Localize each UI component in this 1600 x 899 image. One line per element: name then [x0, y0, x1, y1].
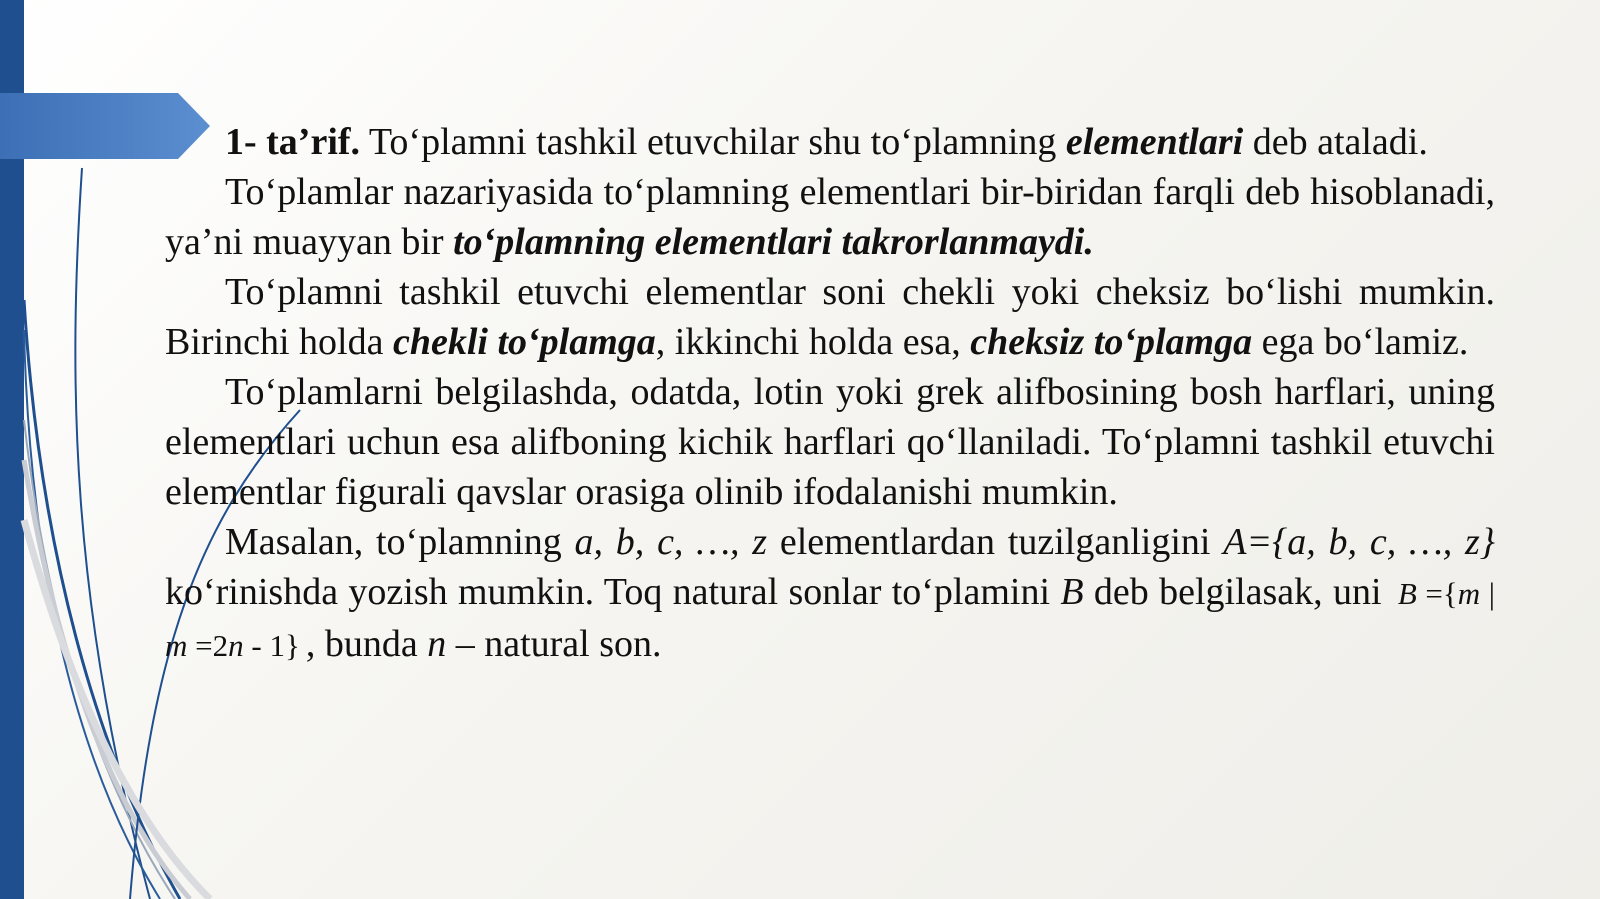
formula-part: | — [1480, 576, 1495, 611]
formula-part: B — [1397, 576, 1417, 611]
text-span: – natural son. — [446, 623, 662, 665]
paragraph-distinct — [165, 167, 1495, 267]
term-elements: elementlari — [1065, 121, 1244, 163]
paragraph-definition — [165, 117, 1495, 167]
definition-title: 1- ta’rif. — [225, 121, 361, 163]
text-span: To‘plamni tashkil etuvchi elementlar soni chekli yoki cheksiz bo‘lishi mumkin. Birinchi holda — [165, 271, 1495, 363]
formula-part: ={ — [1416, 576, 1458, 611]
text-span: , ikkinchi holda esa, — [655, 321, 971, 363]
slide-text — [165, 117, 1495, 671]
text-span: Masalan, to‘plamning — [225, 521, 575, 563]
paragraph-finite-infinite — [165, 267, 1495, 367]
set-b-symbol: B — [1060, 571, 1084, 613]
term-finite-set: chekli to‘plamga — [392, 321, 656, 363]
text-span: elementlardan tuzilganligini — [767, 521, 1224, 563]
formula-part: - 1} — [243, 628, 300, 663]
formula-part: m — [165, 628, 188, 663]
text-span: To‘plamni tashkil etuvchilar shu to‘plamning — [360, 121, 1066, 163]
text-span: deb ataladi. — [1243, 121, 1428, 163]
text-span: To‘plamlar nazariyasida to‘plamning elementlari bir-biridan farqli deb hisoblanadi, ya’ni muayyan bir — [165, 171, 1495, 263]
paragraph-example — [165, 517, 1495, 671]
text-span: ega bo‘lamiz. — [1252, 321, 1469, 363]
term-infinite-set: cheksiz to‘plamga — [970, 321, 1253, 363]
var-n: n — [427, 623, 447, 665]
paragraph-notation — [165, 367, 1495, 517]
text-span: deb belgilasak, uni — [1083, 571, 1392, 613]
example-vars: a, b, c, …, z — [574, 521, 768, 563]
formula-part: n — [228, 628, 244, 663]
text-span: ko‘rinishda yozish mumkin. Toq natural sonlar to‘plamini — [165, 571, 1061, 613]
formula-part: =2 — [187, 628, 229, 663]
example-set-a: A={a, b, c, …, z} — [1223, 521, 1496, 563]
text-span: , bunda — [305, 623, 428, 665]
formula-part: m — [1457, 576, 1481, 611]
text-span: To‘plamlarni belgilashda, odatda, lotin yoki grek alifbosining bosh harflari, uning elementlari uchun esa alifboning kichik harflari qo‘llaniladi. To‘plamni tashkil etuvchi elementlar figurali qavslar orasiga olinib ifodalanishi mumkin. — [165, 371, 1495, 513]
term-no-repeat: to‘plamning elementlari takrorlanmaydi. — [453, 221, 1094, 263]
